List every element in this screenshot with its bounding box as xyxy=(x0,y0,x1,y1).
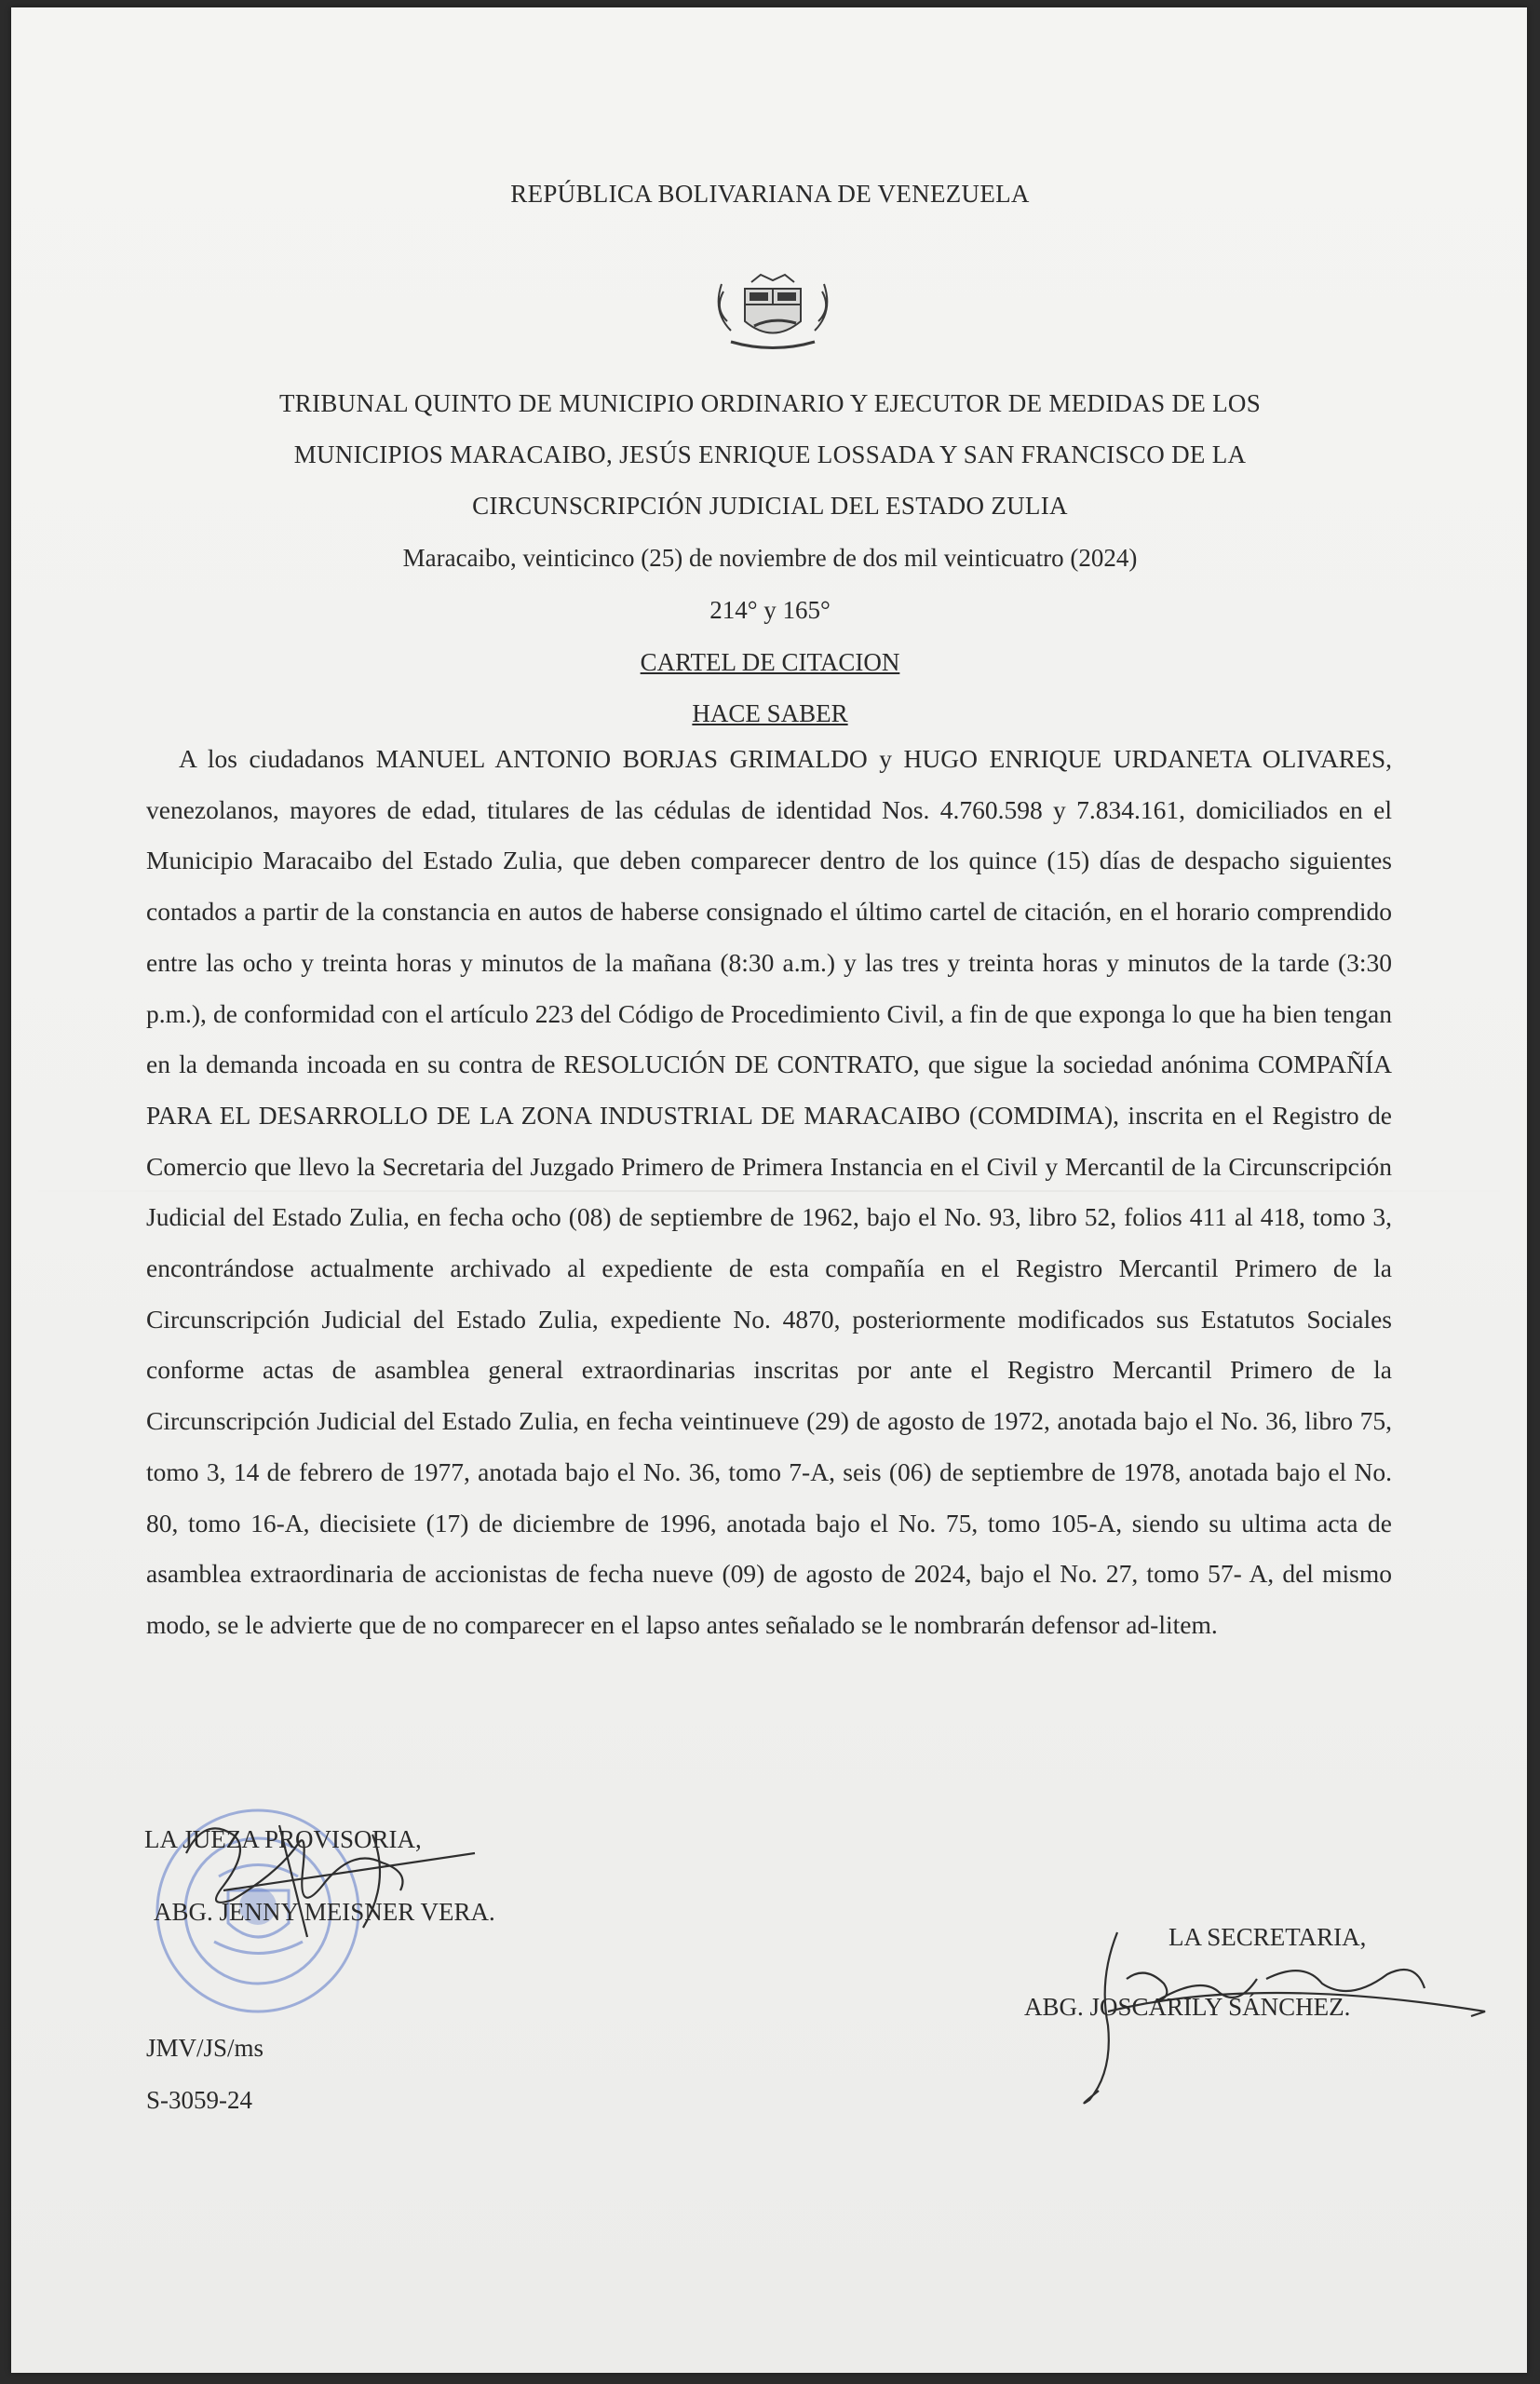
document-subtitle: HACE SABER xyxy=(692,699,848,727)
court-name-line-3: CIRCUNSCRIPCIÓN JUDICIAL DEL ESTADO ZULIA xyxy=(472,492,1068,520)
court-name-line-1: TRIBUNAL QUINTO DE MUNICIPIO ORDINARIO Y EJECUTOR DE MEDIDAS DE LOS xyxy=(278,389,1262,417)
date-line: Maracaibo, veinticinco (25) de noviembre de dos mil veinticuatro (2024) xyxy=(402,544,1138,572)
judge-name: ABG. JENNY MEISNER VERA. xyxy=(154,1898,495,1926)
country-heading: REPÚBLICA BOLIVARIANA DE VENEZUELA xyxy=(510,180,1030,208)
secretary-signature xyxy=(1071,1923,1499,2109)
reference-code: S-3059-24 xyxy=(146,2086,252,2114)
years-line: 214° y 165° xyxy=(709,596,831,624)
court-name-line-2: MUNICIPIOS MARACAIBO, JESÚS ENRIQUE LOSSADA Y SAN FRANCISCO DE LA xyxy=(293,440,1247,468)
coat-of-arms-icon xyxy=(694,265,852,359)
notice-body: A los ciudadanos MANUEL ANTONIO BORJAS GRIMALDO y HUGO ENRIQUE URDANETA OLIVARES, venezolanos, mayores de edad, titulares de las cédulas de identidad Nos. 4.760.598 y 7.834.161, domiciliados en el Municipio Maracaibo del Estado Zulia, que deben comparecer dentro de los quince (15) días de despacho siguientes contados a partir de la constancia en autos de haberse consignado el último cartel de citación, en el horario comprendido entre las ocho y treinta horas y minutos de la mañana (8:30 a.m.) y las tres y treinta horas y minutos de la tarde (3:30 p.m.), de conformidad con el artículo 223 del Código de Procedimiento Civil, a fin de que exponga lo que ha bien tengan en la demanda incoada en su contra de RESOLUCIÓN DE CONTRATO, que sigue la sociedad anónima COMPAÑÍA PARA EL DESARROLLO DE LA ZONA INDUSTRIAL DE MARACAIBO (COMDIMA), inscrita en el Registro de Comercio que llevo la Secretaria del Juzgado Primero de Primera Instancia en el Civil y Mercantil de la Circunscripción Judicial del Estado Zulia, en fecha ocho (08) de septiembre de 1962, bajo el No. 93, libro 52, folios 411 al 418, tomo 3, encontrándose actualmente archivado al expediente de esta compañía en el Registro Mercantil Primero de la Circunscripción Judicial del Estado Zulia, expediente No. 4870, posteriormente modificados sus Estatutos Sociales conforme actas de asamblea general extraordinarias inscritas por ante el Registro Mercantil Primero de la Circunscripción Judicial del Estado Zulia, en fecha veintinueve (29) de agosto de 1972, anotada bajo el No. 36, libro 75, tomo 3, 14 de febrero de 1977, anotada bajo el No. 36, tomo 7-A, seis (06) de septiembre de 1978, anotada bajo el No. 80, tomo 16-A, diecisiete (17) de diciembre de 1996, anotada bajo el No. 75, tomo 105-A, siendo su ultima acta de asamblea extraordinaria de accionistas de fecha nueve (09) de agosto de 2024, bajo el No. 27, tomo 57- A, del mismo modo, se le advierte que de no comparecer en el lapso antes señalado se le nombrarán defensor ad-litem. xyxy=(146,744,1392,1639)
judge-signature xyxy=(168,1797,484,1956)
secretary-name: ABG. JOSCARILY SÁNCHEZ. xyxy=(1024,1993,1351,2021)
initials: JMV/JS/ms xyxy=(146,2034,264,2062)
judge-title: LA JUEZA PROVISORIA, xyxy=(144,1825,422,1853)
secretary-title: LA SECRETARIA, xyxy=(1169,1923,1367,1951)
document-title: CARTEL DE CITACION xyxy=(640,648,900,676)
